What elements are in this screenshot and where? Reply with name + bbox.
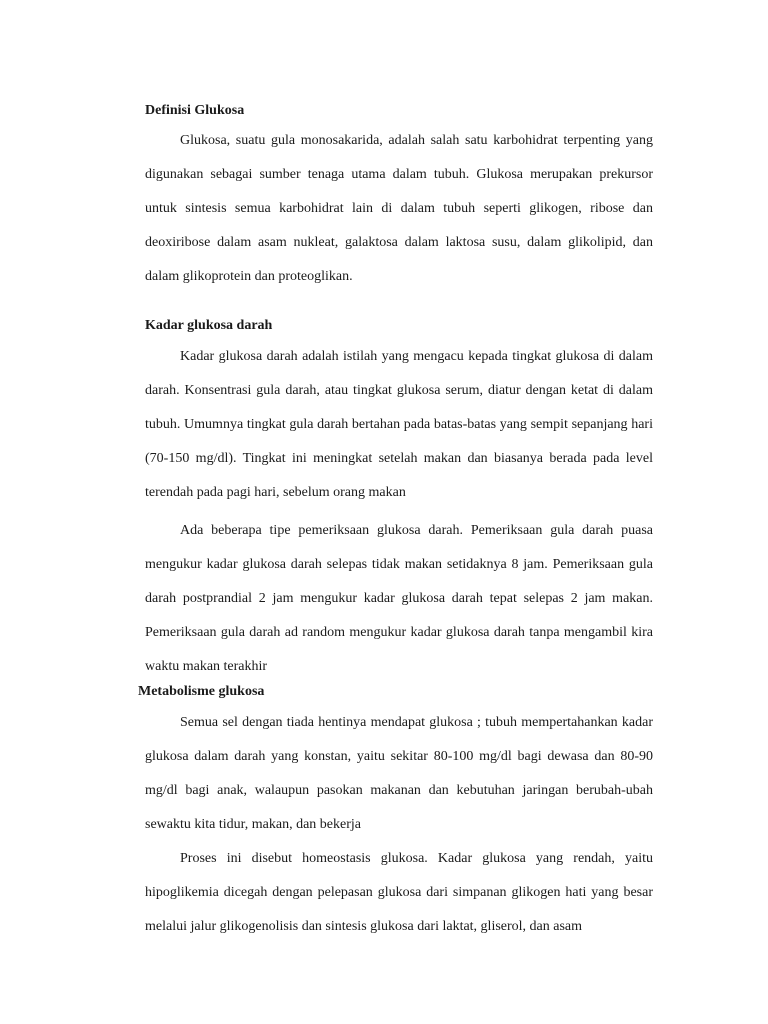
section-heading: Metabolisme glukosa xyxy=(138,684,265,699)
paragraph: Glukosa, suatu gula monosakarida, adalah salah satu karbohidrat terpenting yang digunakan sebagai sumber tenaga utama dalam tubuh. Glukosa merupakan prekursor untuk sintesis semua karbohidrat lain di dalam tubuh seperti glikogen, ribose dan deoxiribose dalam asam nukleat, galaktosa dalam laktosa susu, dalam glikolipid, dan dalam glikoprotein dan proteoglikan. xyxy=(145,133,653,284)
section-kadar-glukosa-darah xyxy=(145,318,653,510)
paragraph: Kadar glukosa darah adalah istilah yang mengacu kepada tingkat glukosa di dalam darah. Konsentrasi gula darah, atau tingkat glukosa serum, diatur dengan ketat di dalam tubuh. Umumnya tingkat gula darah bertahan pada batas-batas yang sempit sepanjang hari (70-150 mg/dl). Tingkat ini meningkat setelah makan dan biasanya berada pada level terendah pada pagi hari, sebelum orang makan xyxy=(145,349,653,500)
paragraph: Semua sel dengan tiada hentinya mendapat glukosa ; tubuh mempertahankan kadar glukosa dalam darah yang konstan, yaitu sekitar 80-100 mg/dl bagi dewasa dan 80-90 mg/dl bagi anak, walaupun pasokan makanan dan kebutuhan jaringan berubah-ubah sewaktu kita tidur, makan, dan bekerja xyxy=(145,715,653,832)
section-metabolisme-glukosa xyxy=(138,684,653,944)
paragraph: Ada beberapa tipe pemeriksaan glukosa darah. Pemeriksaan gula darah puasa mengukur kadar glukosa darah selepas tidak makan setidaknya 8 jam. Pemeriksaan gula darah postprandial 2 jam mengukur kadar glukosa darah tepat selepas 2 jam makan. Pemeriksaan gula darah ad random mengukur kadar glukosa darah tanpa mengambil kira waktu makan terakhir xyxy=(145,523,653,674)
paragraph: Proses ini disebut homeostasis glukosa. Kadar glukosa yang rendah, yaitu hipoglikemia dicegah dengan pelepasan glukosa dari simpanan glikogen hati yang besar melalui jalur glikogenolisis dan sintesis glukosa dari laktat, gliserol, dan asam xyxy=(145,851,653,934)
section-heading: Definisi Glukosa xyxy=(145,103,245,118)
section-heading: Kadar glukosa darah xyxy=(145,318,273,333)
section-definisi-glukosa xyxy=(145,103,653,294)
